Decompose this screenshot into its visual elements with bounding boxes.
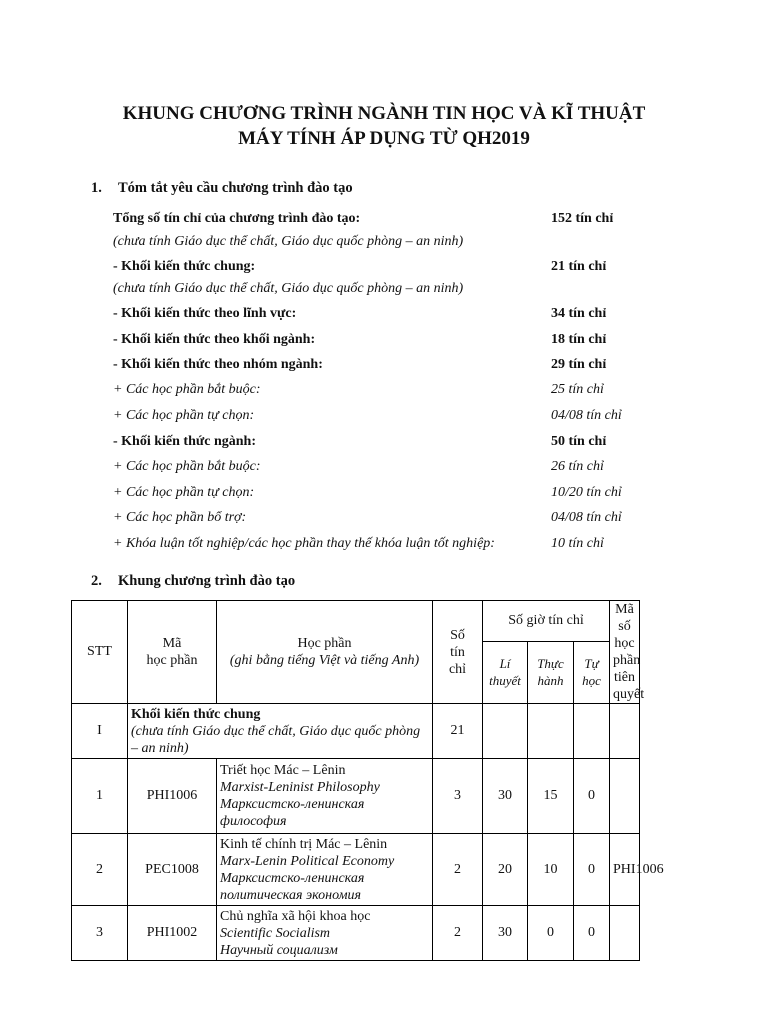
header-course-code: [128, 601, 217, 704]
summary-value: 34 tín chỉ: [551, 306, 607, 321]
summary-value: 10 tín chỉ: [551, 536, 604, 551]
header-code-line: học phần: [146, 653, 198, 668]
empty-cell: [574, 704, 610, 759]
header-prereq-line: Mã số học: [614, 602, 635, 651]
course-name-vi: Kinh tế chính trị Mác – Lênin: [220, 836, 388, 852]
section-2-number: 2.: [91, 573, 102, 589]
summary-label: - Khối kiến thức theo khối ngành:: [113, 332, 316, 347]
header-theory-line: Lí: [499, 656, 511, 672]
header-theory-line: thuyết: [489, 673, 521, 689]
row-credits: 2: [433, 834, 483, 906]
row-course: [217, 834, 433, 906]
row-self-study-hours: 0: [574, 834, 610, 906]
course-name-ru: Научный социализм: [220, 942, 338, 958]
title-line-2: MÁY TÍNH ÁP DỤNG TỪ QH2019: [238, 128, 530, 149]
row-stt: 2: [72, 834, 128, 906]
header-prereq-line: phần tiên: [613, 653, 641, 685]
row-code: PEC1008: [128, 834, 217, 906]
summary-label: - Khối kiến thức theo lĩnh vực:: [113, 306, 297, 321]
header-code-line: Mã: [162, 636, 182, 651]
header-theory: [483, 641, 528, 703]
summary-label: - Khối kiến thức chung:: [113, 259, 256, 274]
row-practice-hours: 0: [528, 906, 574, 961]
header-course: [217, 601, 433, 704]
header-credits-line: chỉ: [448, 661, 467, 677]
summary-label: + Các học phần bổ trợ:: [113, 510, 247, 525]
row-practice-hours: 15: [528, 759, 574, 834]
summary-label: Tổng số tín chỉ của chương trình đào tạo:: [113, 211, 361, 226]
row-prerequisite: [610, 906, 640, 961]
header-self-study: [574, 641, 610, 703]
header-credits-line: Số: [450, 627, 465, 643]
header-practice-line: Thực: [537, 656, 564, 672]
group-stt: I: [72, 704, 128, 759]
section-1-number: 1.: [91, 180, 102, 196]
summary-value: 04/08 tín chỉ: [551, 408, 622, 423]
header-prereq-line: quyết: [613, 687, 645, 702]
summary-value: 21 tín chỉ: [551, 259, 607, 274]
row-practice-hours: 10: [528, 834, 574, 906]
header-course-line: Học phần: [297, 636, 352, 651]
group-name: Khối kiến thức chung: [131, 707, 261, 722]
row-theory-hours: 20: [483, 834, 528, 906]
course-name-ru: Марксистско-ленинская философия: [220, 797, 365, 829]
summary-label: + Các học phần tự chọn:: [113, 485, 255, 500]
group-name-cell: [128, 704, 433, 759]
header-practice: [528, 641, 574, 703]
table-row: [72, 834, 640, 906]
summary-value: 25 tín chỉ: [551, 382, 604, 397]
summary-label: - Khối kiến thức ngành:: [113, 434, 256, 449]
row-course: [217, 906, 433, 961]
row-theory-hours: 30: [483, 759, 528, 834]
header-self-study-line: học: [582, 673, 601, 689]
row-theory-hours: 30: [483, 906, 528, 961]
summary-value: 18 tín chỉ: [551, 332, 607, 347]
table-header-row: [72, 601, 640, 642]
header-practice-line: hành: [537, 673, 564, 689]
course-name-ru: Марксистско-ленинская политическая экономия: [220, 870, 365, 903]
summary-value: 04/08 tín chỉ: [551, 510, 622, 525]
empty-cell: [528, 704, 574, 759]
section-1-heading: [91, 180, 353, 197]
row-course: [217, 759, 433, 834]
summary-value: 152 tín chỉ: [551, 211, 614, 226]
table-group-row: [72, 704, 640, 759]
summary-value: 26 tín chỉ: [551, 459, 604, 474]
group-credits: 21: [433, 704, 483, 759]
section-1-title: Tóm tắt yêu cầu chương trình đào tạo: [118, 180, 353, 196]
row-stt: 3: [72, 906, 128, 961]
course-name-en: Scientific Socialism: [220, 925, 331, 941]
row-stt: 1: [72, 759, 128, 834]
header-self-study-line: Tự: [584, 656, 599, 672]
row-self-study-hours: 0: [574, 759, 610, 834]
course-name-en: Marx-Lenin Political Economy: [220, 853, 395, 869]
table-row: [72, 906, 640, 961]
row-credits: 2: [433, 906, 483, 961]
header-prerequisite: [610, 601, 645, 704]
summary-value: 10/20 tín chỉ: [551, 485, 622, 500]
summary-label: + Các học phần tự chọn:: [113, 408, 255, 423]
table-row: [72, 759, 640, 834]
header-credits-line: tín: [450, 644, 465, 660]
document-title: [0, 101, 768, 151]
summary-label: + Các học phần bắt buộc:: [113, 382, 261, 397]
course-name-en: Marxist-Leninist Philosophy: [220, 780, 380, 795]
course-name-vi: Triết học Mác – Lênin: [220, 763, 346, 778]
header-stt: STT: [72, 601, 128, 704]
header-course-note: (ghi bằng tiếng Việt và tiếng Anh): [229, 653, 420, 668]
summary-value: 29 tín chỉ: [551, 357, 607, 372]
summary-note: (chưa tính Giáo dục thể chất, Giáo dục quốc phòng – an ninh): [113, 281, 464, 296]
row-credits: 3: [433, 759, 483, 834]
header-credit-hours: Số giờ tín chỉ: [483, 601, 610, 642]
empty-cell: [610, 704, 640, 759]
row-prerequisite: [610, 759, 640, 834]
summary-label: + Các học phần bắt buộc:: [113, 459, 261, 474]
summary-label: + Khóa luận tốt nghiệp/các học phần thay thế khóa luận tốt nghiệp:: [113, 536, 495, 551]
row-code: PHI1002: [128, 906, 217, 961]
curriculum-table: [71, 600, 664, 961]
group-note: (chưa tính Giáo dục thể chất, Giáo dục quốc phòng – an ninh): [131, 724, 421, 756]
section-2-heading: [91, 573, 295, 590]
empty-cell: [483, 704, 528, 759]
summary-note: (chưa tính Giáo dục thể chất, Giáo dục quốc phòng – an ninh): [113, 234, 464, 249]
row-code: PHI1006: [128, 759, 217, 834]
header-credits: [433, 601, 483, 704]
summary-value: 50 tín chỉ: [551, 434, 607, 449]
row-prerequisite: PHI1006: [610, 834, 640, 906]
row-self-study-hours: 0: [574, 906, 610, 961]
section-2-title: Khung chương trình đào tạo: [118, 573, 296, 589]
summary-label: - Khối kiến thức theo nhóm ngành:: [113, 357, 323, 372]
title-line-1: KHUNG CHƯƠNG TRÌNH NGÀNH TIN HỌC VÀ KĨ THUẬT: [122, 103, 646, 124]
course-name-vi: Chủ nghĩa xã hội khoa học: [220, 908, 371, 924]
